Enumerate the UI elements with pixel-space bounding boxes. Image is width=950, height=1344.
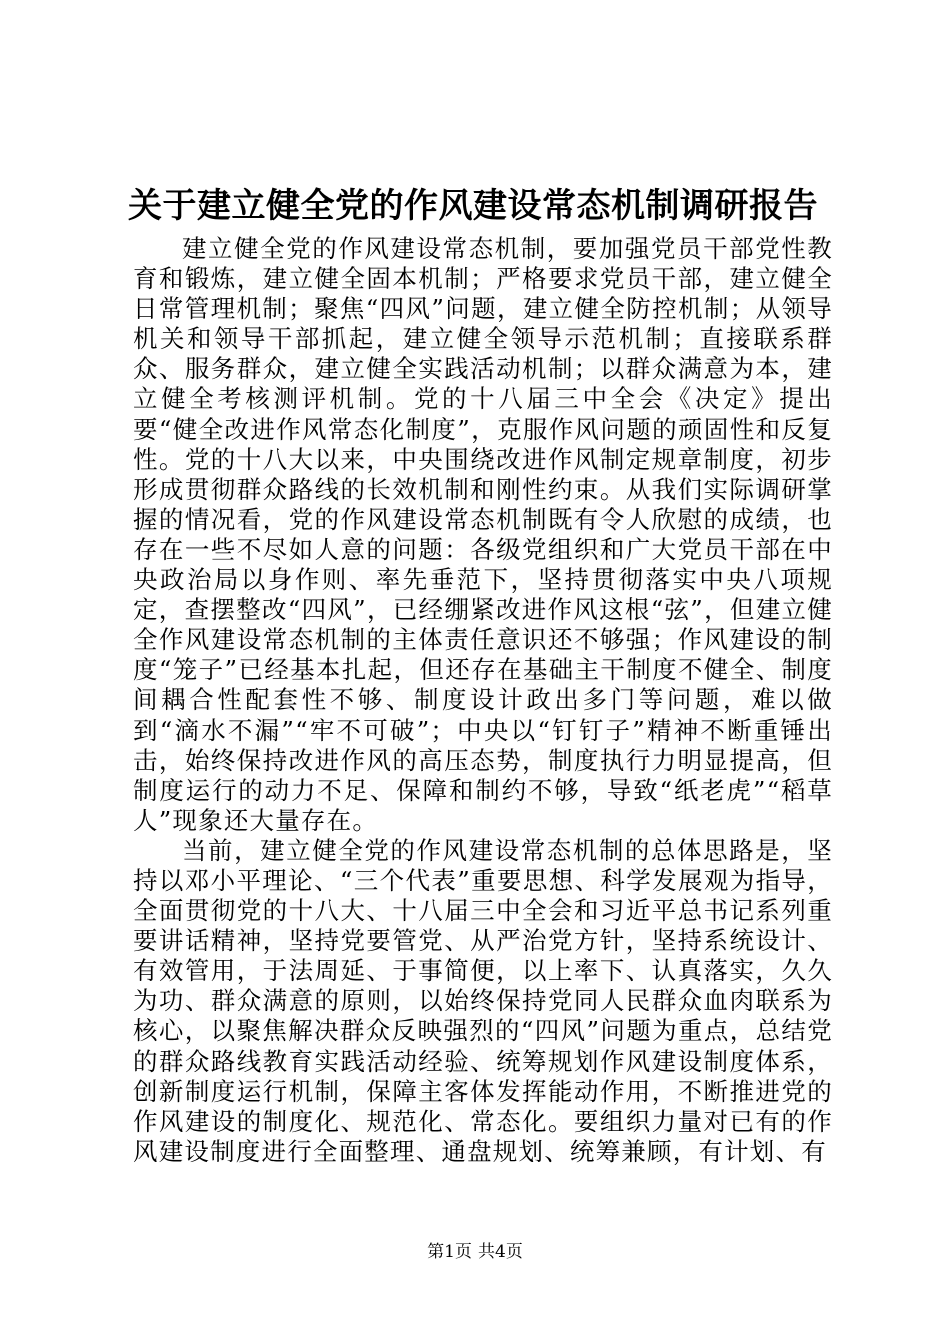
page-footer (0, 1241, 950, 1263)
document-body (133, 234, 833, 1167)
total-pages: 共4页 (478, 1242, 523, 1262)
paragraph-1: 建立健全党的作风建设常态机制，要加强党员干部党性教育和锻炼，建立健全固本机制；严格要求党员干部，建立健全日常管理机制；聚焦“四风”问题，建立健全防控机制；从领导机关和领导干部抓起，建立健全领导示范机制；直接联系群众、服务群众，建立健全实践活动机制；以群众满意为本，建立健全考核测评机制。党的十八届三中全会《决定》提出要“健全改进作风常态化制度”，克服作风问题的顽固性和反复性。党的十八大以来，中央围绕改进作风制定规章制度，初步形成贯彻群众路线的长效机制和刚性约束。从我们实际调研掌握的情况看，党的作风建设常态机制既有令人欣慰的成绩，也存在一些不尽如人意的问题：各级党组织和广大党员干部在中央政治局以身作则、率先垂范下，坚持贯彻落实中央八项规定，查摆整改“四风”，已经绷紧改进作风这根“弦”，但建立健全作风建设常态机制的主体责任意识还不够强；作风建设的制度“笼子”已经基本扎起，但还存在基础主干制度不健全、制度间耦合性配套性不够、制度设计政出多门等问题，难以做到“滴水不漏”“牢不可破”；中央以“钉钉子”精神不断重锤出击，始终保持改进作风的高压态势，制度执行力明显提高，但制度运行的动力不足、保障和制约不够，导致“纸老虎”“稻草人”现象还大量存在。 (133, 234, 833, 835)
paragraph-2: 当前，建立健全党的作风建设常态机制的总体思路是，坚持以邓小平理论、“三个代表”重要思想、科学发展观为指导，全面贯彻党的十八大、十八届三中全会和习近平总书记系列重要讲话精神，坚持党要管党、从严治党方针，坚持系统设计、有效管用，于法周延、于事简便，以上率下、认真落实，久久为功、群众满意的原则，以始终保持党同人民群众血肉联系为核心，以聚焦解决群众反映强烈的“四风”问题为重点，总结党的群众路线教育实践活动经验、统筹规划作风建设制度体系，创新制度运行机制，保障主客体发挥能动作用，不断推进党的作风建设的制度化、规范化、常态化。要组织力量对已有的作风建设制度进行全面整理、通盘规划、统筹兼顾，有计划、有 (133, 835, 833, 1166)
document-title: 关于建立健全党的作风建设常态机制调研报告 (128, 186, 818, 226)
page-number: 第1页 (427, 1242, 472, 1262)
